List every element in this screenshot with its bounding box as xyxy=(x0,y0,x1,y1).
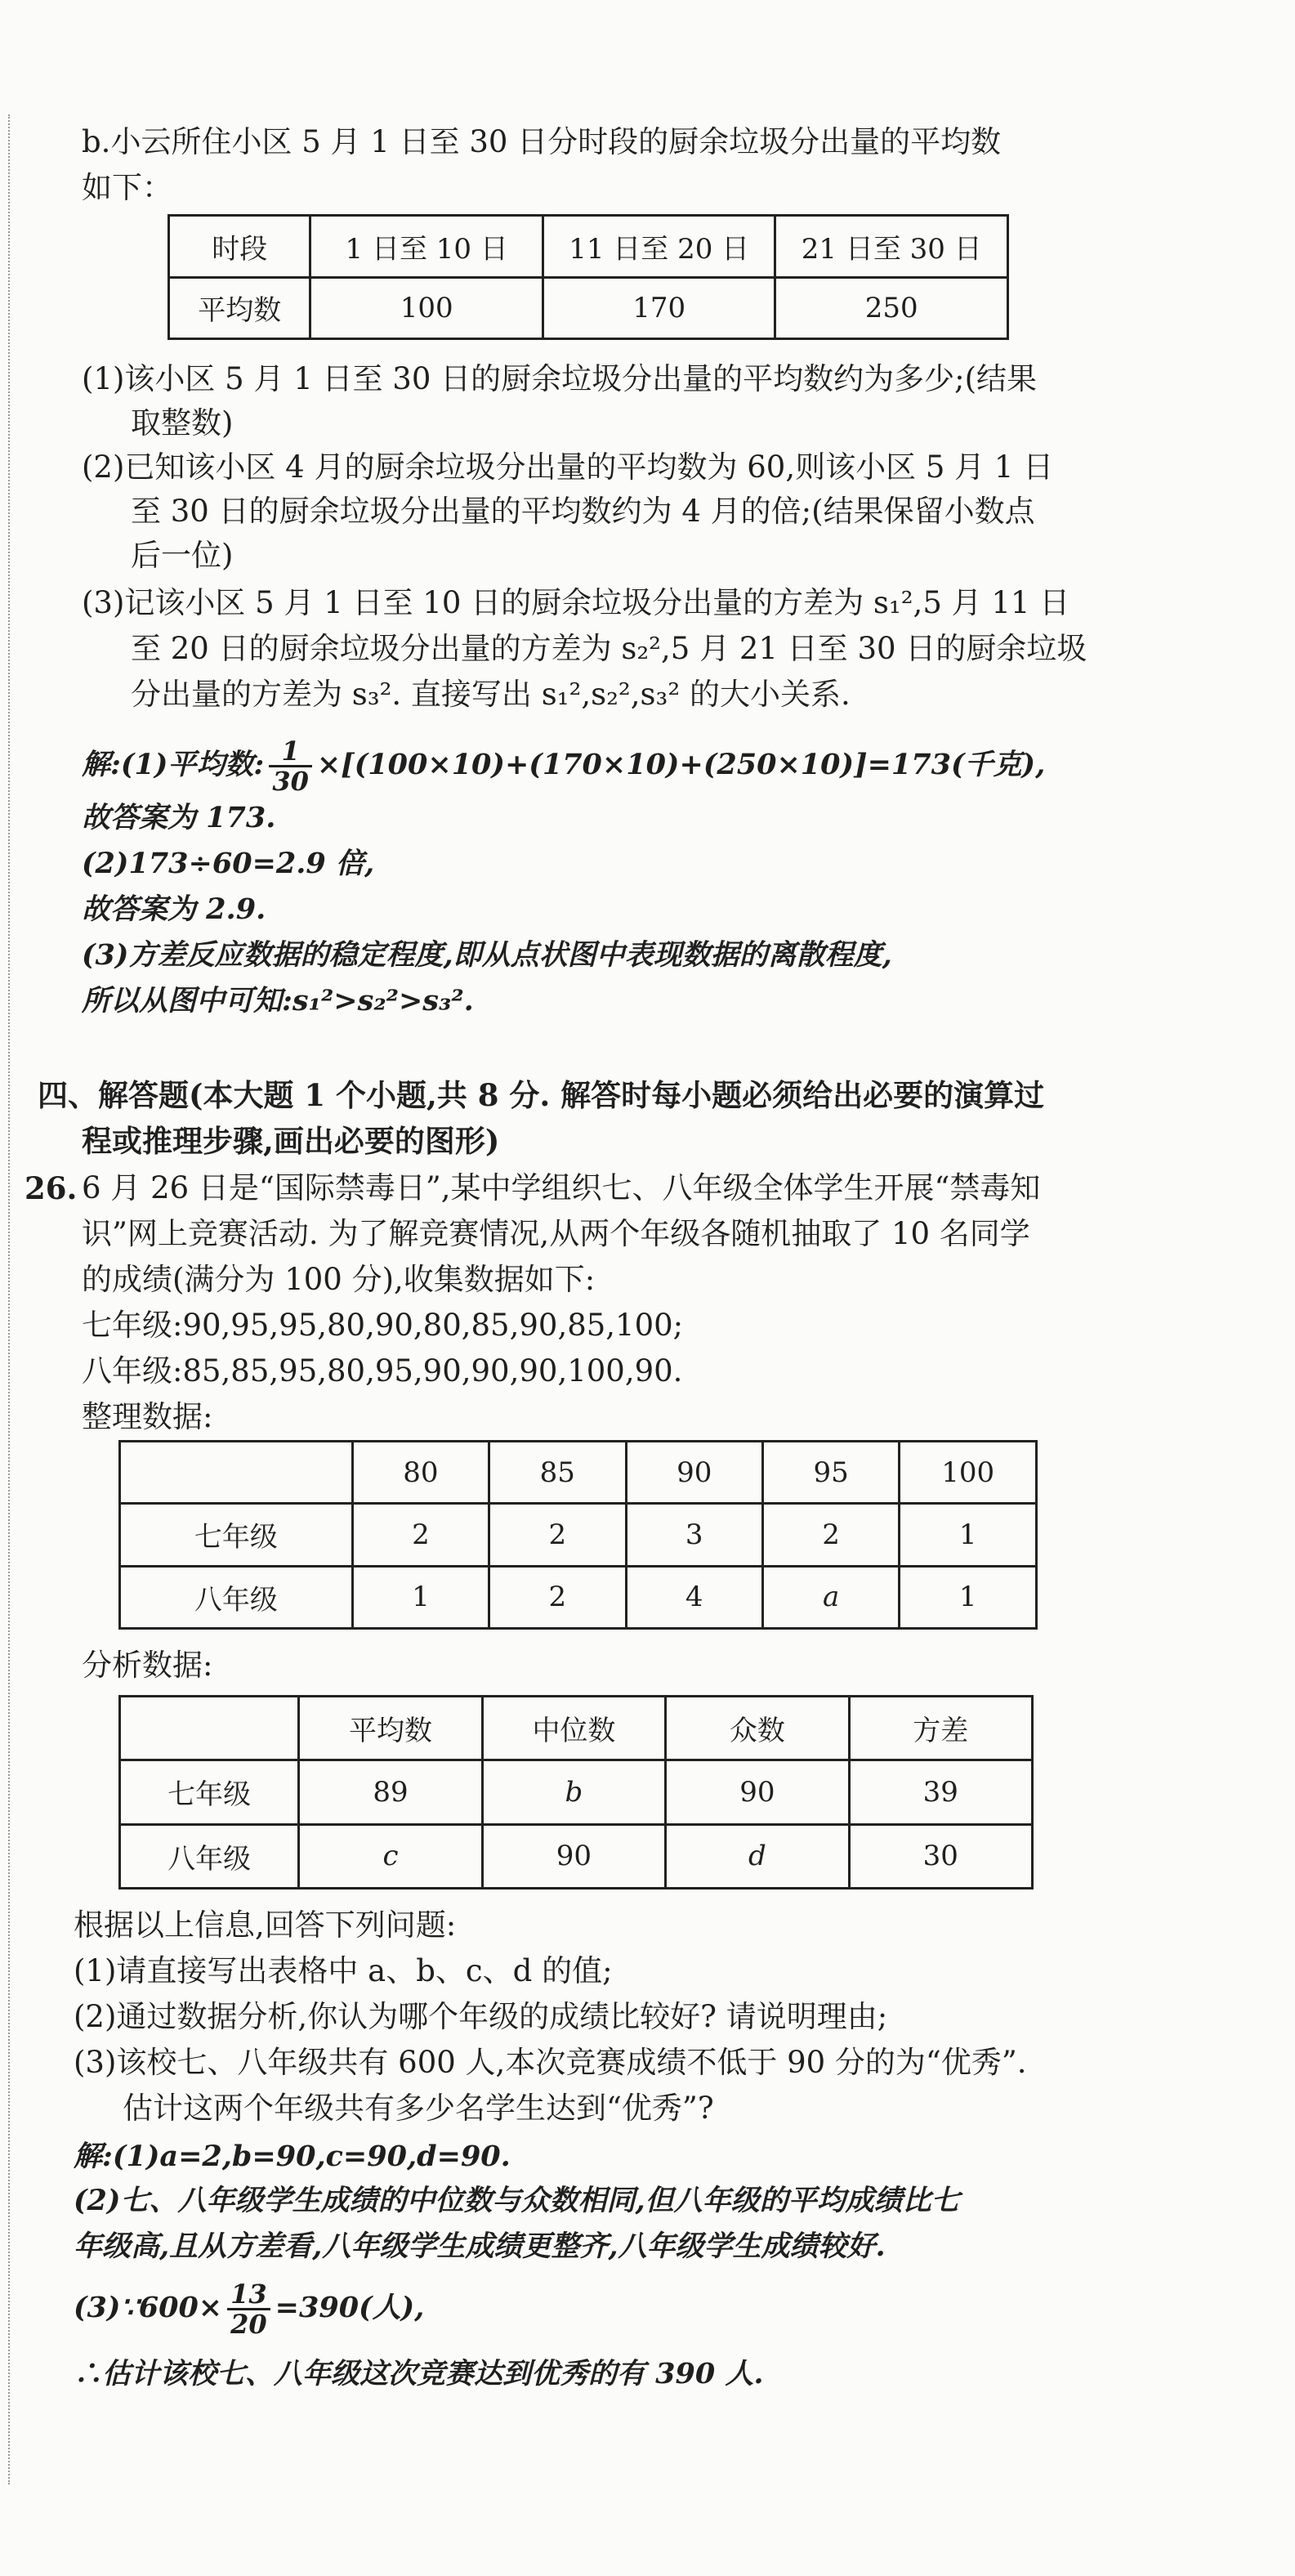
table-cell-variable-d: d xyxy=(666,1824,849,1888)
table-header-cell: 95 xyxy=(762,1442,899,1504)
table-cell: 3 xyxy=(626,1504,762,1566)
problem26-line2: 识”网上竞赛活动. 为了解竞赛情况,从两个年级各随机抽取了 10 名同学 xyxy=(82,1216,1030,1251)
table-row-label: 八年级 xyxy=(120,1824,299,1888)
frequency-table xyxy=(118,1440,1038,1630)
prompt: 根据以上信息,回答下列问题: xyxy=(74,1907,457,1943)
binding-margin-line xyxy=(8,114,10,2484)
analyze-data-label: 分析数据: xyxy=(82,1648,213,1683)
solution-b-line1 xyxy=(82,737,1045,795)
table-cell: 30 xyxy=(849,1824,1032,1888)
table-cell: 90 xyxy=(666,1760,849,1824)
fraction-denominator: 20 xyxy=(230,2309,267,2340)
solution-b-line5: (3)方差反应数据的稳定程度,即从点状图中表现数据的离散程度, xyxy=(82,938,892,972)
section4-title-line1: 四、解答题(本大题 1 个小题,共 8 分. 解答时每小题必须给出必要的演算过 xyxy=(38,1077,1045,1113)
solution26-line3: 年级高,且从方差看,八年级学生成绩更整齐,八年级学生成绩较好. xyxy=(74,2229,886,2263)
solution-b-line4: 故答案为 2.9. xyxy=(82,892,266,926)
solution-b-prefix: 解:(1)平均数: xyxy=(82,748,265,781)
solution26-line5: ∴估计该校七、八年级这次竞赛达到优秀的有 390 人. xyxy=(74,2357,764,2390)
fraction-numerator: 13 xyxy=(227,2280,270,2310)
table-cell: 1 xyxy=(900,1504,1037,1566)
problem26-question3-line2: 估计这两个年级共有多少名学生达到“优秀”? xyxy=(123,2091,714,2126)
solution-b-line3: (2)173÷60=2.9 倍, xyxy=(82,847,375,880)
table-cell: 39 xyxy=(849,1760,1032,1824)
table-header-cell: 100 xyxy=(900,1442,1037,1504)
table-cell: 250 xyxy=(775,277,1008,339)
table-header-cell: 方差 xyxy=(849,1697,1032,1760)
solution-b-expression: ×[(100×10)+(170×10)+(250×10)]=173(千克), xyxy=(316,748,1046,781)
grade7-data: 七年级:90,95,95,80,90,80,85,90,85,100; xyxy=(82,1308,684,1343)
part-b-question3-line2: 至 20 日的厨余垃圾分出量的方差为 s₂²,5 月 21 日至 30 日的厨余垃圾 xyxy=(131,631,1087,666)
fraction-denominator: 30 xyxy=(272,766,309,797)
table-cell-variable-b: b xyxy=(482,1760,665,1824)
part-b-question3-line1: (3)记该小区 5 月 1 日至 10 日的厨余垃圾分出量的方差为 s₁²,5 月 11 日 xyxy=(82,585,1070,620)
table-row-label: 八年级 xyxy=(120,1566,353,1628)
table-cell: 1 xyxy=(900,1566,1037,1628)
table-row-label: 七年级 xyxy=(120,1504,353,1566)
part-b-question1-line1: (1)该小区 5 月 1 日至 30 日的厨余垃圾分出量的平均数约为多少;(结果 xyxy=(82,361,1038,396)
problem26-number: 26. xyxy=(25,1170,78,1206)
part-b-intro-line2: 如下： xyxy=(82,170,172,205)
table-cell: 100 xyxy=(310,277,543,339)
table-header-cell xyxy=(120,1697,299,1760)
problem26-line1: 6 月 26 日是“国际禁毒日”,某中学组织七、八年级全体学生开展“禁毒知 xyxy=(82,1170,1041,1205)
table-header-cell: 平均数 xyxy=(299,1697,482,1760)
table-header-cell: 11 日至 20 日 xyxy=(543,216,775,278)
grade8-data: 八年级:85,85,95,80,95,90,90,90,100,90. xyxy=(82,1353,683,1389)
table-cell: 2 xyxy=(489,1504,626,1566)
part-b-question2-line2: 至 30 日的厨余垃圾分出量的平均数约为 4 月的倍;(结果保留小数点 xyxy=(131,494,1035,529)
table-header-cell: 21 日至 30 日 xyxy=(775,216,1008,278)
section4-title-line2: 程或推理步骤,画出必要的图形) xyxy=(82,1123,500,1159)
fraction xyxy=(269,737,312,795)
table-header-cell: 时段 xyxy=(169,216,310,278)
table-cell-variable-c: c xyxy=(299,1824,482,1888)
table-cell: 2 xyxy=(489,1566,626,1628)
solution26-line4 xyxy=(74,2280,424,2338)
table-row-label: 七年级 xyxy=(120,1760,299,1824)
solution26-prefix: (3)∵600× xyxy=(74,2291,223,2324)
table-header-cell: 80 xyxy=(352,1442,489,1504)
table-row-label: 平均数 xyxy=(169,277,310,339)
table-cell: 1 xyxy=(352,1566,489,1628)
solution26-line2: (2)七、八年级学生成绩的中位数与众数相同,但八年级的平均成绩比七 xyxy=(74,2184,960,2217)
solution26-line1: 解:(1)a=2,b=90,c=90,d=90. xyxy=(74,2140,511,2173)
table-header-cell xyxy=(120,1442,353,1504)
solution-b-line2: 故答案为 173. xyxy=(82,801,276,834)
problem26-question3-line1: (3)该校七、八年级共有 600 人,本次竞赛成绩不低于 90 分的为“优秀”. xyxy=(74,2045,1027,2080)
organize-data-label: 整理数据: xyxy=(82,1399,213,1434)
problem26-question1: (1)请直接写出表格中 a、b、c、d 的值; xyxy=(74,1953,613,1988)
table-cell: 2 xyxy=(352,1504,489,1566)
table-cell: 2 xyxy=(762,1504,899,1566)
table-cell: 4 xyxy=(626,1566,762,1628)
table-header-cell: 众数 xyxy=(666,1697,849,1760)
part-b-intro-line1: b.小云所住小区 5 月 1 日至 30 日分时段的厨余垃圾分出量的平均数 xyxy=(82,124,1002,159)
table-cell: 90 xyxy=(482,1824,665,1888)
table-cell-variable-a: a xyxy=(762,1566,899,1628)
part-b-question2-line3: 后一位) xyxy=(131,538,234,573)
statistics-table xyxy=(118,1695,1034,1890)
problem26-line3: 的成绩(满分为 100 分),收集数据如下: xyxy=(82,1262,596,1297)
part-b-question3-line3: 分出量的方差为 s₃². 直接写出 s₁²,s₂²,s₃² 的大小关系. xyxy=(131,677,851,712)
table-header-cell: 中位数 xyxy=(482,1697,665,1760)
table-header-cell: 1 日至 10 日 xyxy=(310,216,543,278)
solution26-result: =390(人), xyxy=(275,2291,425,2324)
problem26-question2: (2)通过数据分析,你认为哪个年级的成绩比较好? 请说明理由; xyxy=(74,1999,888,2034)
table-cell: 89 xyxy=(299,1760,482,1824)
table-cell: 170 xyxy=(543,277,775,339)
fraction-numerator: 1 xyxy=(269,737,312,767)
part-b-question1-line2: 取整数) xyxy=(131,405,234,441)
part-b-question2-line1: (2)已知该小区 4 月的厨余垃圾分出量的平均数为 60,则该小区 5 月 1 日 xyxy=(82,449,1054,485)
time-period-average-table xyxy=(167,214,1009,340)
table-header-cell: 85 xyxy=(489,1442,626,1504)
table-header-cell: 90 xyxy=(626,1442,762,1504)
fraction xyxy=(227,2280,270,2338)
solution-b-line6: 所以从图中可知:s₁²>s₂²>s₃². xyxy=(82,984,474,1017)
